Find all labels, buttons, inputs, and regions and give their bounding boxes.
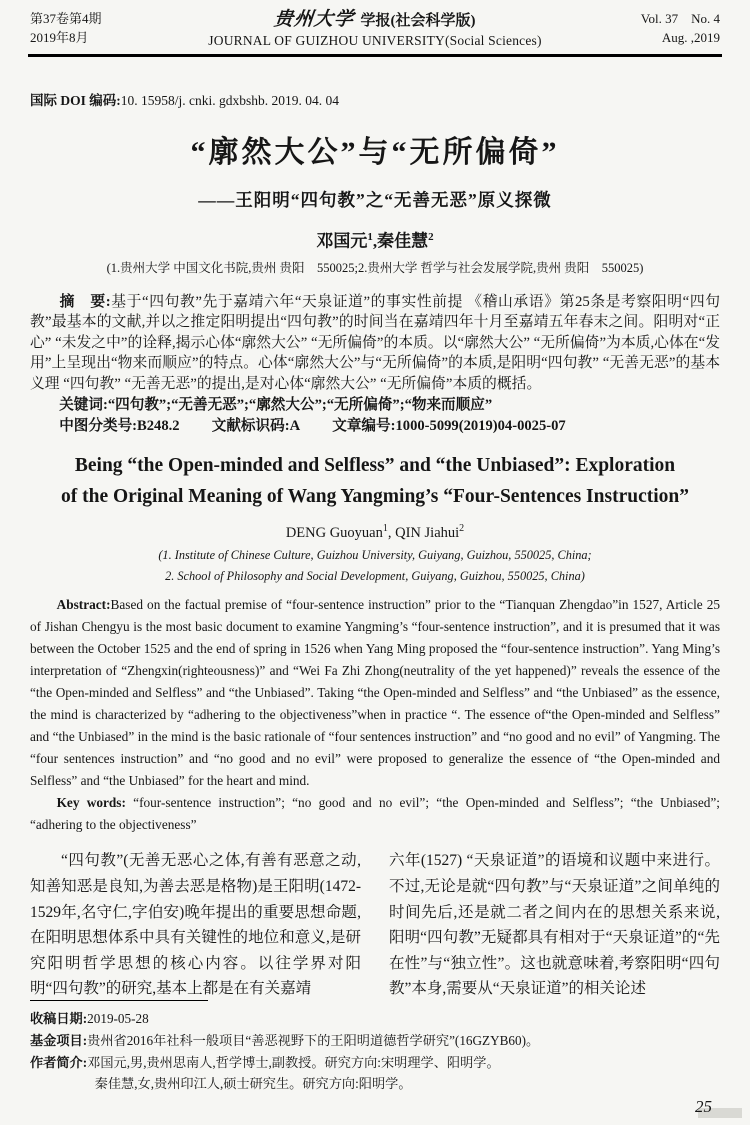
author-separator: , (372, 231, 378, 251)
author-1-superscript: 1 (367, 231, 373, 243)
author-2-en-superscript: 2 (459, 522, 465, 534)
footnote-block (30, 1000, 720, 1095)
keywords-en-label: Key words: (56, 795, 126, 811)
abstract-cn-label: 摘 要: (59, 293, 111, 310)
article-title-en (18, 450, 732, 512)
issue-date-cn: 2019年8月 (30, 30, 89, 45)
keywords-en-text: “four-sentence instruction”; “no good and no evil”; “the Open-minded and Selfless”; “the Unbiased”; “adhering to the objectiveness” (30, 795, 720, 833)
abstract-en-label: Abstract: (56, 597, 111, 613)
clc-number: 中图分类号:B248.2 (59, 417, 180, 434)
author-1-en-superscript: 1 (382, 522, 388, 534)
author-2-superscript: 2 (428, 231, 434, 243)
journal-name-en: JOURNAL OF GUIZHOU UNIVERSITY(Social Sciences) (208, 33, 542, 48)
authors-cn (0, 225, 750, 254)
journal-logo-calligraphy: 贵州大学 (273, 9, 356, 30)
journal-header (0, 0, 750, 50)
authors-en (0, 518, 750, 544)
author-en-separator: , (387, 524, 396, 541)
footnote-author-bio-1: 作者简介:邓国元,男,贵州思南人,哲学博士,副教授。研究方向:宋明理学、阳明学。 (30, 1054, 500, 1070)
article-subtitle-cn: ——王阳明“四句教”之“无善无恶”原义探微 (198, 190, 552, 210)
author-1-en: DENG Guoyuan (285, 524, 383, 541)
doi-label: 国际 DOI 编码: (30, 93, 121, 108)
header-issue-block (30, 9, 160, 47)
affiliation-en (0, 545, 750, 587)
author-2-cn: 秦佳慧 (377, 231, 429, 251)
keywords-cn-text: “四句教”;“无善无恶”;“廓然大公”;“无所偏倚”;“物来而顺应” (107, 396, 493, 413)
article-id: 文章编号:1000-5099(2019)04-0025-07 (332, 417, 566, 434)
author-2-en: QIN Jiahui (395, 524, 460, 541)
footnote-author-bio-2: 秦佳慧,女,贵州印江人,硕士研究生。研究方向:阳明学。 (94, 1076, 412, 1092)
issue-volume-cn: 第37卷第4期 (30, 11, 102, 26)
volume-date-en: Aug. ,2019 (661, 30, 720, 45)
body-column-left: “四句教”(无善无恶心之体,有善有恶意之动,知善知恶是良知,为善去恶是格物)是王阳明(1472-1529年,名守仁,字伯安)晚年提出的重要思想命题,在阳明思想体系中具有关键性的地位和意义,是研究阳明哲学思想的核心内容。以往学界对阳明“四句教”的研究,基本上都是在有关嘉靖 (30, 852, 361, 998)
page-number: 25 (695, 1097, 712, 1116)
body-column-right: 六年(1527) “天泉证道”的语境和议题中来进行。不过,无论是就“四句教”与“天泉证道”之间单纯的时间先后,还是就二者之间内在的思想关系来说,阳明“四句教”无疑都具有相对于“天泉证道”的“先在性”与“独立性”。这也就意味着,考察阳明“四句教”本身,需要从“天泉证道”的相关论述 (389, 852, 720, 998)
body-columns (30, 848, 720, 1002)
author-1-cn: 邓国元 (316, 231, 368, 251)
affiliation-en-line1: (1. Institute of Chinese Culture, Guizhou University, Guiyang, Guizhou, 550025, China; (158, 548, 592, 563)
footnote-fund-project: 基金项目:贵州省2016年社科一般项目“善恶视野下的王阳明道德哲学研究”(16GZYB60)。 (30, 1032, 540, 1048)
keywords-cn-label: 关键词: (59, 396, 108, 413)
article-title-cn: “廓然大公”与“无所偏倚” (190, 136, 560, 169)
abstract-en-text: Based on the factual premise of “four-sentence instruction” prior to the “Tianquan Zhengdao”in 1527, Article 25 of Jishan Chengyu is the most basic document to examine Yangming’s “four-sentence instruction”, and it is presumed that it was between the October 1525 and the end of spring in 1526 when Yang Ming proposed the “four-sentence instruction”. Yang Ming’s interpretation of “Zhengxin(righteousness)” and “Wei Fa Zhi Zhong(neutrality of the yet happened)” reveals the essence of the “the Open-minded and Selfless” and “the Unbiased”. Taking “the Open-minded and Selfless” and “the Unbiased” as the essence, the mind is characterized by “adhering to the objectiveness”when in practice “. The essence of“the Open-minded and Selfless” and “the Unbiased” in the mind is the basic rationale of “four sentences instruction” and “no good and no evil” of Yangming. The “four sentences instruction” and “no good and no evil” were proposed to generalize the essence of “the Open-minded and Selfless” and “the Unbiased” for the heart and mind. (30, 597, 720, 789)
header-rule (28, 54, 722, 57)
abstract-cn-text: 基于“四句教”先于嘉靖六年“天泉证道”的事实性前提 《稽山承语》第25条是考察阳明“四句教”最基本的文献,并以之推定阳明提出“四句教”的时间当在嘉靖四年十月至嘉靖五年春末之间。阳明对“正心” “未发之中”的诠释,揭示心体“廓然大公” “无所偏倚”的本质。以“廓然大公” “无所偏倚”为本质,心体在“发用”上呈现出“物来而顺应”的特点。心体“廓然大公”与“无所偏倚”的本质,是阳明“四句教” “无善无恶”的基本义理 “四句教” “无善无恶”的提出,是对心体“廓然大公” “无所偏倚”本质的概括。 (30, 293, 720, 393)
header-journal-block (160, 9, 590, 50)
abstract-cn (30, 292, 720, 395)
title-en-line2: of the Original Meaning of Wang Yangming’s “Four-Sentences Instruction” (61, 485, 689, 507)
affiliation-cn: (1.贵州大学 中国文化书院,贵州 贵阳 550025;2.贵州大学 哲学与社会发展学院,贵州 贵阳 550025) (106, 260, 644, 275)
journal-name-cn (160, 9, 590, 32)
affiliation-en-line2: 2. School of Philosophy and Social Development, Guiyang, Guizhou, 550025, China) (165, 569, 585, 584)
header-volume-block (590, 9, 720, 47)
document-code: 文献标识码:A (211, 417, 301, 434)
volume-number-en: Vol. 37 No. 4 (640, 11, 720, 26)
clc-line (30, 416, 720, 437)
title-en-line1: Being “the Open-minded and Selfless” and “the Unbiased”: Exploration (74, 454, 676, 476)
doi-line (30, 89, 720, 109)
footnote-received-date: 收稿日期:2019-05-28 (30, 1011, 149, 1026)
doi-value: 10. 15958/j. cnki. gdxbshb. 2019. 04. 04 (120, 93, 339, 108)
abstract-en (30, 594, 720, 792)
footnote-rule (30, 1000, 208, 1001)
journal-name-suffix: 学报(社会科学版) (360, 13, 476, 29)
keywords-cn (30, 395, 720, 416)
keywords-en (30, 792, 720, 836)
